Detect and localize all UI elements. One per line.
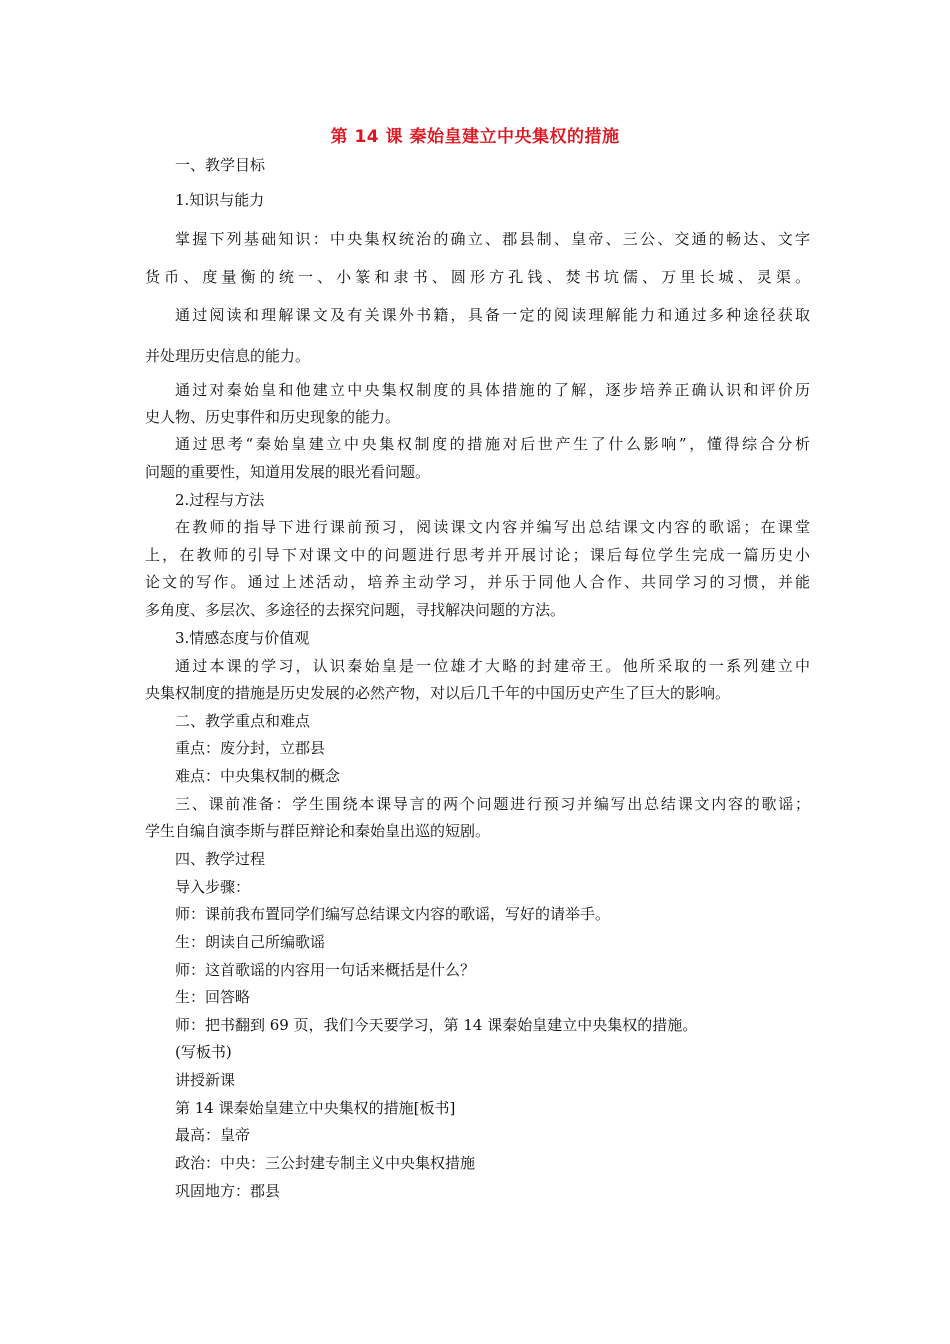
blackboard-line: 政治：中央：三公封建专制主义中央集权措施 [175, 1154, 476, 1172]
paragraph-line: 史人物、历史事件和历史现象的能力。 [145, 408, 401, 426]
blackboard-line: 最高：皇帝 [175, 1126, 251, 1144]
paragraph-line: 通过阅读和理解课文及有关课外书籍，具备一定的阅读理解能力和通过多种途径获取 [175, 306, 810, 324]
paragraph-line: 并处理历史信息的能力。 [145, 347, 311, 365]
dialogue-line: 师：把书翻到 69 页，我们今天要学习，第 14 课秦始皇建立中央集权的措施。 [175, 1016, 698, 1034]
section-heading: 一、教学目标 [175, 156, 266, 174]
blackboard-line: 巩固地方：郡县 [175, 1182, 281, 1200]
paragraph-line: 导入步骤： [175, 878, 251, 896]
dialogue-line: 生：朗读自己所编歌谣 [175, 933, 326, 951]
section-heading: 四、教学过程 [175, 850, 266, 868]
paragraph-line: (写板书) [175, 1043, 232, 1061]
paragraph-line: 三、课前准备：学生围绕本课导言的两个问题进行预习并编写出总结课文内容的歌谣； [175, 795, 810, 813]
subsection-heading: 3.情感态度与价值观 [175, 629, 310, 647]
paragraph-line: 讲授新课 [175, 1071, 236, 1089]
paragraph-line: 货币、度量衡的统一、小篆和隶书、圆形方孔钱、焚书坑儒、万里长城、灵渠。 [145, 268, 810, 286]
subsection-heading: 1.知识与能力 [175, 191, 265, 209]
paragraph-line: 通过本课的学习，认识秦始皇是一位雄才大略的封建帝王。他所采取的一系列建立中 [175, 657, 810, 675]
paragraph-line: 上，在教师的引导下对课文中的问题进行思考并开展讨论；课后每位学生完成一篇历史小 [145, 546, 810, 564]
paragraph-line: 通过对秦始皇和他建立中央集权制度的具体措施的了解，逐步培养正确认识和评价历 [175, 381, 810, 399]
paragraph-line: 问题的重要性，知道用发展的眼光看问题。 [145, 463, 431, 481]
paragraph-line: 在教师的指导下进行课前预习，阅读课文内容并编写出总结课文内容的歌谣；在课堂 [175, 518, 810, 536]
blackboard-line: 第 14 课秦始皇建立中央集权的措施[板书] [175, 1099, 456, 1117]
paragraph-line: 央集权制度的措施是历史发展的必然产物，对以后几千年的中国历史产生了巨大的影响。 [145, 684, 731, 702]
paragraph-line: 通过思考“秦始皇建立中央集权制度的措施对后世产生了什么影响”，懂得综合分析 [175, 435, 810, 453]
dialogue-line: 师：课前我布置同学们编写总结课文内容的歌谣，写好的请举手。 [175, 905, 611, 923]
paragraph-line: 学生自编自演李斯与群臣辩论和秦始皇出巡的短剧。 [145, 822, 491, 840]
paragraph-line: 论文的写作。通过上述活动，培养主动学习，并乐于同他人合作、共同学习的习惯，并能 [145, 573, 810, 591]
lesson-title: 第 14 课 秦始皇建立中央集权的措施 [330, 127, 620, 147]
paragraph-line: 多角度、多层次、多途径的去探究问题，寻找解决问题的方法。 [145, 601, 566, 619]
dialogue-line: 生：回答略 [175, 988, 251, 1006]
paragraph-line: 重点：废分封，立郡县 [175, 739, 326, 757]
paragraph-line: 掌握下列基础知识：中央集权统治的确立、郡县制、皇帝、三公、交通的畅达、文字 [175, 230, 810, 248]
section-heading: 二、教学重点和难点 [175, 712, 311, 730]
paragraph-line: 难点：中央集权制的概念 [175, 767, 341, 785]
dialogue-line: 师：这首歌谣的内容用一句话来概括是什么？ [175, 961, 476, 979]
subsection-heading: 2.过程与方法 [175, 491, 265, 509]
